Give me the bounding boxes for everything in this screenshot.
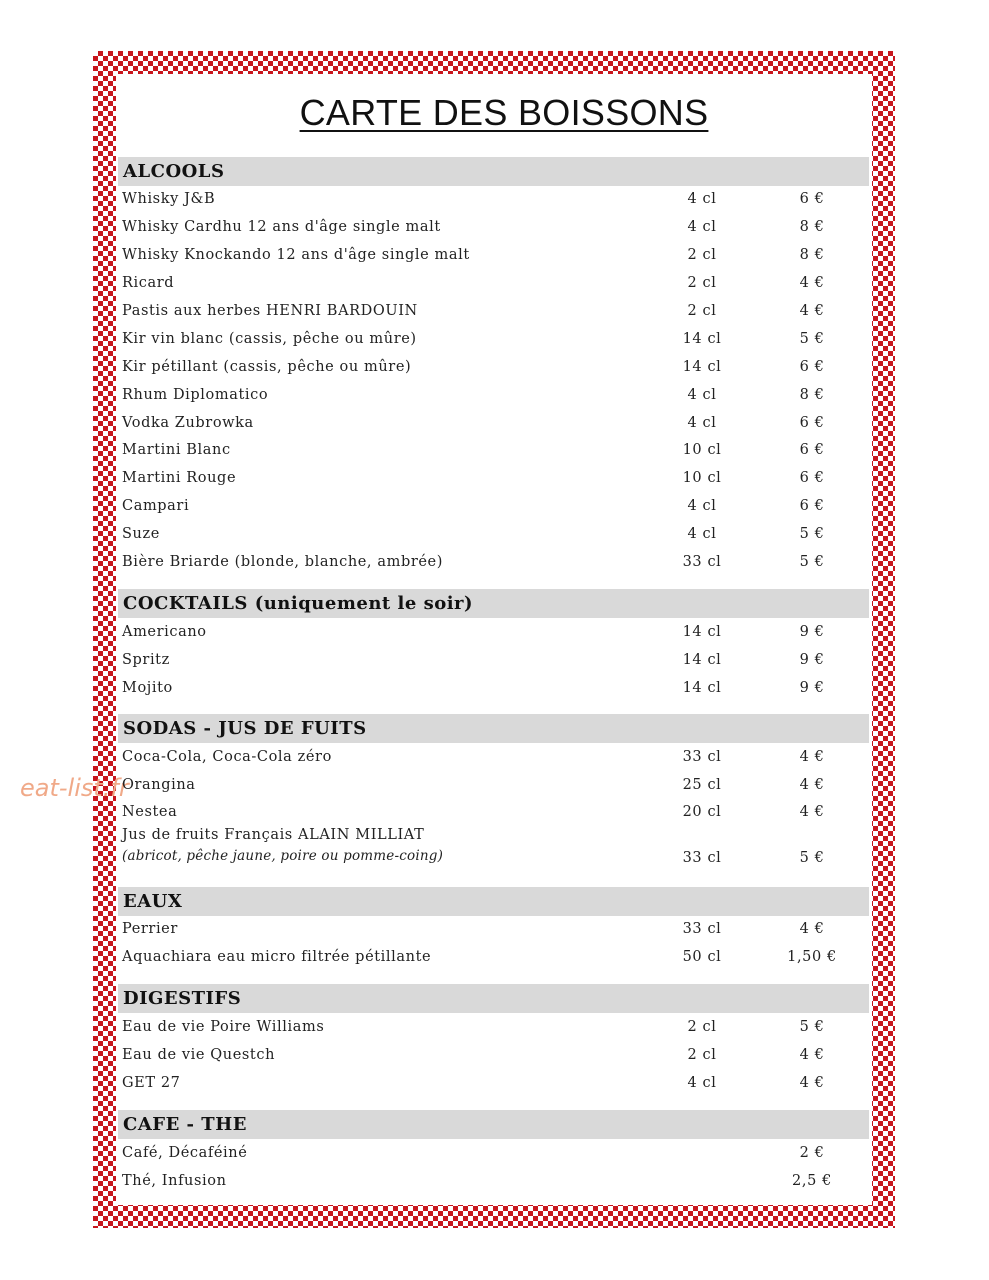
item-volume: 10 cl xyxy=(682,442,722,458)
item-name: Café, Décaféiné xyxy=(122,1145,248,1161)
menu-item-row xyxy=(122,946,862,968)
item-price: 6 € xyxy=(799,442,825,458)
item-name: Eau de vie Poire Williams xyxy=(122,1019,325,1035)
item-volume: 4 cl xyxy=(687,415,717,431)
menu-item-row xyxy=(122,774,862,796)
item-volume: 50 cl xyxy=(682,949,722,965)
item-volume: 33 cl xyxy=(682,850,722,866)
item-name: Coca-Cola, Coca-Cola zéro xyxy=(122,749,332,765)
item-volume: 2 cl xyxy=(687,303,717,319)
item-volume: 2 cl xyxy=(687,1047,717,1063)
menu-item-row xyxy=(122,495,862,517)
item-price: 4 € xyxy=(799,1075,825,1091)
menu-item-row xyxy=(122,649,862,671)
item-name: Whisky Cardhu 12 ans d'âge single malt xyxy=(122,219,441,235)
menu-item-row xyxy=(122,523,862,545)
item-detail: (abricot, pêche jaune, poire ou pomme-coing) xyxy=(122,848,444,864)
item-volume: 33 cl xyxy=(682,749,722,765)
page-title: CARTE DES BOISSONS xyxy=(299,92,709,133)
item-name: Martini Rouge xyxy=(122,470,237,486)
menu-item-row xyxy=(122,356,862,378)
item-name: Pastis aux herbes HENRI BARDOUIN xyxy=(122,303,418,319)
item-price: 9 € xyxy=(799,652,825,668)
item-volume: 14 cl xyxy=(682,624,722,640)
item-price: 2 € xyxy=(799,1145,825,1161)
item-volume: 25 cl xyxy=(682,777,722,793)
item-price: 6 € xyxy=(799,470,825,486)
item-price: 8 € xyxy=(799,247,825,263)
item-volume: 2 cl xyxy=(687,1019,717,1035)
menu-item-row xyxy=(122,1072,862,1094)
item-name: Suze xyxy=(122,526,160,542)
menu-item-row xyxy=(122,412,862,434)
menu-item-row xyxy=(122,918,862,940)
item-name: Nestea xyxy=(122,804,178,820)
item-name: Ricard xyxy=(122,275,175,291)
menu-item-row xyxy=(122,272,862,294)
item-price: 4 € xyxy=(799,275,825,291)
section-heading: EAUX xyxy=(118,887,869,916)
section-heading: SODAS - JUS DE FUITS xyxy=(118,714,869,743)
item-volume: 4 cl xyxy=(687,526,717,542)
menu-item-row xyxy=(122,1142,862,1164)
item-name: Kir pétillant (cassis, pêche ou mûre) xyxy=(122,359,412,375)
item-price: 4 € xyxy=(799,921,825,937)
menu-item-row xyxy=(122,244,862,266)
item-name: Kir vin blanc (cassis, pêche ou mûre) xyxy=(122,331,417,347)
menu-item-row xyxy=(122,621,862,643)
item-price: 4 € xyxy=(799,777,825,793)
menu-item-row xyxy=(122,1170,862,1192)
item-name: Jus de fruits Français ALAIN MILLIAT (abricot, pêche jaune, poire ou pomme-coing) xyxy=(122,825,443,867)
item-volume: 14 cl xyxy=(682,680,722,696)
menu-item-row xyxy=(122,384,862,406)
item-price: 2,5 € xyxy=(792,1173,832,1189)
item-name: Whisky J&B xyxy=(122,191,216,207)
menu-item-row xyxy=(122,677,862,699)
item-volume: 14 cl xyxy=(682,652,722,668)
watermark: eat-list.fr xyxy=(20,774,129,802)
item-price: 4 € xyxy=(799,804,825,820)
menu-item-row xyxy=(122,467,862,489)
menu-item-row xyxy=(122,216,862,238)
item-price: 4 € xyxy=(799,303,825,319)
menu-item-row xyxy=(122,328,862,350)
menu-item-row xyxy=(122,1044,862,1066)
menu-item-row xyxy=(122,801,862,823)
item-price: 4 € xyxy=(799,1047,825,1063)
item-volume: 4 cl xyxy=(687,498,717,514)
section-heading: COCKTAILS (uniquement le soir) xyxy=(118,589,869,618)
item-volume: 2 cl xyxy=(687,275,717,291)
item-price: 5 € xyxy=(799,850,825,866)
item-price: 9 € xyxy=(799,624,825,640)
item-name: Americano xyxy=(122,624,207,640)
item-name: Perrier xyxy=(122,921,178,937)
menu-item-row xyxy=(122,188,862,210)
item-name: Vodka Zubrowka xyxy=(122,415,254,431)
item-name: Aquachiara eau micro filtrée pétillante xyxy=(122,949,432,965)
item-volume: 4 cl xyxy=(687,219,717,235)
item-name: Bière Briarde (blonde, blanche, ambrée) xyxy=(122,554,443,570)
item-name: Whisky Knockando 12 ans d'âge single malt xyxy=(122,247,470,263)
item-name: GET 27 xyxy=(122,1075,181,1091)
item-price: 4 € xyxy=(799,749,825,765)
menu-item-row xyxy=(122,746,862,768)
item-price: 6 € xyxy=(799,415,825,431)
item-name: Rhum Diplomatico xyxy=(122,387,269,403)
item-volume: 4 cl xyxy=(687,387,717,403)
item-name: Orangina xyxy=(122,777,196,793)
menu-item-row xyxy=(122,300,862,322)
menu-item-row xyxy=(122,1016,862,1038)
item-price: 6 € xyxy=(799,191,825,207)
menu-item-row xyxy=(122,827,862,869)
item-price: 1,50 € xyxy=(787,949,837,965)
item-volume: 2 cl xyxy=(687,247,717,263)
item-price: 9 € xyxy=(799,680,825,696)
item-name: Martini Blanc xyxy=(122,442,231,458)
item-volume: 33 cl xyxy=(682,921,722,937)
item-price: 6 € xyxy=(799,359,825,375)
item-volume: 4 cl xyxy=(687,1075,717,1091)
item-price: 5 € xyxy=(799,331,825,347)
item-name: Mojito xyxy=(122,680,173,696)
section-heading: CAFE - THE xyxy=(118,1110,869,1139)
item-price: 5 € xyxy=(799,526,825,542)
item-price: 8 € xyxy=(799,219,825,235)
item-volume: 20 cl xyxy=(682,804,722,820)
section-heading: DIGESTIFS xyxy=(118,984,869,1013)
menu-item-row xyxy=(122,439,862,461)
item-name: Thé, Infusion xyxy=(122,1173,227,1189)
item-volume: 10 cl xyxy=(682,470,722,486)
item-price: 5 € xyxy=(799,554,825,570)
item-price: 8 € xyxy=(799,387,825,403)
item-volume: 33 cl xyxy=(682,554,722,570)
item-name: Spritz xyxy=(122,652,170,668)
menu-item-row xyxy=(122,551,862,573)
item-volume: 14 cl xyxy=(682,331,722,347)
item-name: Campari xyxy=(122,498,190,514)
item-volume: 14 cl xyxy=(682,359,722,375)
item-price: 6 € xyxy=(799,498,825,514)
item-volume: 4 cl xyxy=(687,191,717,207)
item-price: 5 € xyxy=(799,1019,825,1035)
section-heading: ALCOOLS xyxy=(118,157,869,186)
item-name: Eau de vie Questch xyxy=(122,1047,276,1063)
